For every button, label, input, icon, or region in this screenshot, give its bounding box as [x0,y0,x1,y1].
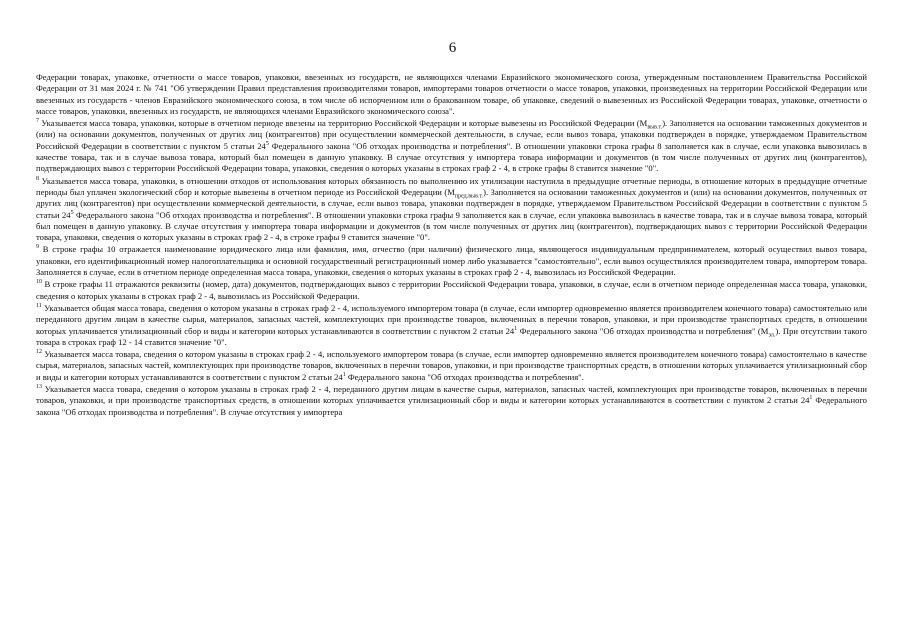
footnotes-body [36,72,867,418]
footnote-text: Федерального закона "Об отходах производства и потребления". [345,371,584,382]
footnote-13 [36,384,867,418]
footnote-marker: 8 [36,175,39,182]
subscript: пред.выв.т. [454,193,484,200]
footnote-text: ). Заполняется на основании таможенных документов и (или) на основании документов, полученных от других лиц (контрагентов) при осуществлении коммерческой деятельности, в случае, если вывоз товара, упаковки подтвержден в порядке, утверждаемом Правительством Российской Федерации в соответствии с пунктом 5 статьи 24 [36,118,867,151]
footnote-text: ). Заполняется на основании таможенных документов и (или) на основании документов, полученных от других лиц (контрагентов) при осуществлении коммерческой деятельности, в случае, если вывоз товара, упаковки подтвержден в порядке, утверждаемом Правительством Российской Федерации в соответствии с пунктом 5 статьи 24 [36,186,868,220]
page-number: 6 [448,40,457,56]
footnote-marker: 11 [36,303,42,310]
footnote-text: В строке графы 10 отражается наименование юридического лица или фамилия, имя, отчество (при наличии) физического лица, являющегося индивидуальным предпринимателем, который осуществил вывоз товара, упаковки, его идентификационный номер налогоплательщика и основной государственный регистрационный номер либо указывается "самостоятельно", если вывоз осуществлялся производителем товара, импортером товара. Заполняется в случае, если в отчетном периоде определенная масса товара, упаковки, сведения о которых указаны в строках граф 2 - 4, вывозилась из Российской Федерации. [36,244,867,278]
superscript: 1 [809,395,813,402]
footnote-marker: 10 [36,279,42,286]
footnote-text: Федерального закона "Об отходах производства и потребления". В отношении упаковки строка графы 9 заполняется как в случае, если упаковка вывозилась в качестве товара, так и в случае вывоза товара, который был помещен в данную упаковку. В случае отсутствия у импортера товара информации и документов (в том числе полученных от других лиц (контрагентов), подтверждающих вывоз с территории Российской Федерации товара, упаковки, сведения о которых указаны в строках граф 2 - 4, в строке графы 9 ставится значение "0". [36,209,867,243]
footnote-text: Федерации товарах, упаковке, отчетности о массе товаров, упаковки, ввезенных из государств, не являющихся членами Евразийского экономического союза, утвержденным постановлением Правительства Российской Федерации от 31 мая 2024 г. № 741 "Об утверждении Правил представления производителями товаров, импортерами товаров отчетности о массе товаров, упаковки, произведенных на территории Российской Федерации или ввезенных из государств - членов Евразийского экономического союза, в том числе об испорченном или о бракованном товаре, об упаковке, сведений о вывезенных из Российской Федерации товарах, упаковке, отчетности о массе товаров, упаковки, ввезенных из государств, не являющихся членами Евразийского экономического союза". [36,72,867,116]
footnote-text: Указывается масса товара, сведения о котором указаны в строках граф 2 - 4, используемого импортером товара (в случае, если импортер одновременно является производителем конечного товара) самостоятельно в качестве сырья, материалов, запасных частей, комплектующих при производстве товаров, включенных в перечни товаров, упаковки, и при производстве транспортных средств, в отношении которых уплачивается утилизационный сбор и виды и категории которых устанавливаются в соответствии с пунктом 2 статьи 24 [36,349,867,382]
superscript: 1 [342,371,346,378]
footnote-text: Указывается общая масса товара, сведения о котором указаны в строках граф 2 - 4, используемого импортером товара (в случае, если импортер одновременно является производителем конечного товара) самостоятельно или переданного другим лицам в качестве сырья, материалов, запасных частей, комплектующих при производстве товаров, включенных в перечни товаров, упаковки, и при производстве транспортных средств, в отношении которых уплачивается утилизационный сбор и виды и категории которых устанавливаются в соответствии с пунктом 2 статьи 24 [36,302,867,336]
footnote-marker: 9 [36,244,39,251]
footnote-10 [36,279,867,302]
footnote-text: Федерального закона "Об отходах производства и потребления" (M [517,325,769,336]
footnote-8 [36,176,867,244]
footnote-text: Указывается масса товара, сведения о котором указаны в строках граф 2 - 4, переданного другим лицам в качестве сырья, материалов, запасных частей, комплектующих при производстве товаров, включенных в перечни товаров, упаковки, и при производстве транспортных средств, в отношении которых уплачивается утилизационный сбор и виды и категории которых устанавливаются в соответствии с пунктом 2 статьи 24 [36,384,867,406]
footnote-text: В строке графы 11 отражаются реквизиты (номер, дата) документов, подтверждающих вывоз с территории Российской Федерации товара, упаковки, в случае, если в отчетном периоде определенная масса товара, упаковки, сведения о которых указаны в строках граф 2 - 4, вывозилась из Российской Федерации. [36,279,867,301]
footnote-marker: 13 [36,384,42,391]
footnote-7 [36,118,867,174]
footnote-text: ). При отсутствии такого товара в строках граф 12 - 14 ставится значение "0". [36,325,867,347]
footnote-text: Федерального закона "Об отходах производства и потребления". В случае отсутствия у импортера [36,395,867,417]
footnote-text: Указывается масса товара, упаковки, которые в отчетном периоде ввезены на территорию Российской Федерации и которые вывезены из Российской Федерации (M [39,118,648,129]
footnote-9 [36,244,867,278]
footnote-12 [36,349,867,383]
subscript: выв.т. [647,124,663,131]
footnote-marker: 7 [36,118,39,125]
continued-paragraph [36,72,867,117]
subscript: эл. [768,332,776,339]
superscript: 1 [514,325,518,332]
footnote-text: Указывается масса товара, упаковки, в отношении отходов от использования которых обязанность по выполнению их утилизации наступила в предыдущие отчетные периоды, в отношение которых в предыдущие отчетные периоды был уплачен экологический сбор и которые вывезены в отчетном периоде из Российской Федерации (M [36,175,867,197]
footnote-11 [36,303,867,348]
footnote-text: Федерального закона "Об отходах производства и потребления". В отношении упаковки строка графы 8 заполняется как в случае, если упаковка вывозилась в качестве товара, так и в случае вывоза товара, который был помещен в данную упаковку. В случае отсутствия у импортера товара информации и документов (в том числе полученных от других лиц (контрагентов), подтверждающих вывоз с территории Российской Федерации товара, упаковки, сведения о которых указаны в строках граф 2 - 4, в строке графы 8 ставится значение "0". [36,140,867,174]
superscript: 5 [265,140,269,147]
superscript: 5 [70,209,74,216]
footnote-marker: 12 [36,349,42,356]
